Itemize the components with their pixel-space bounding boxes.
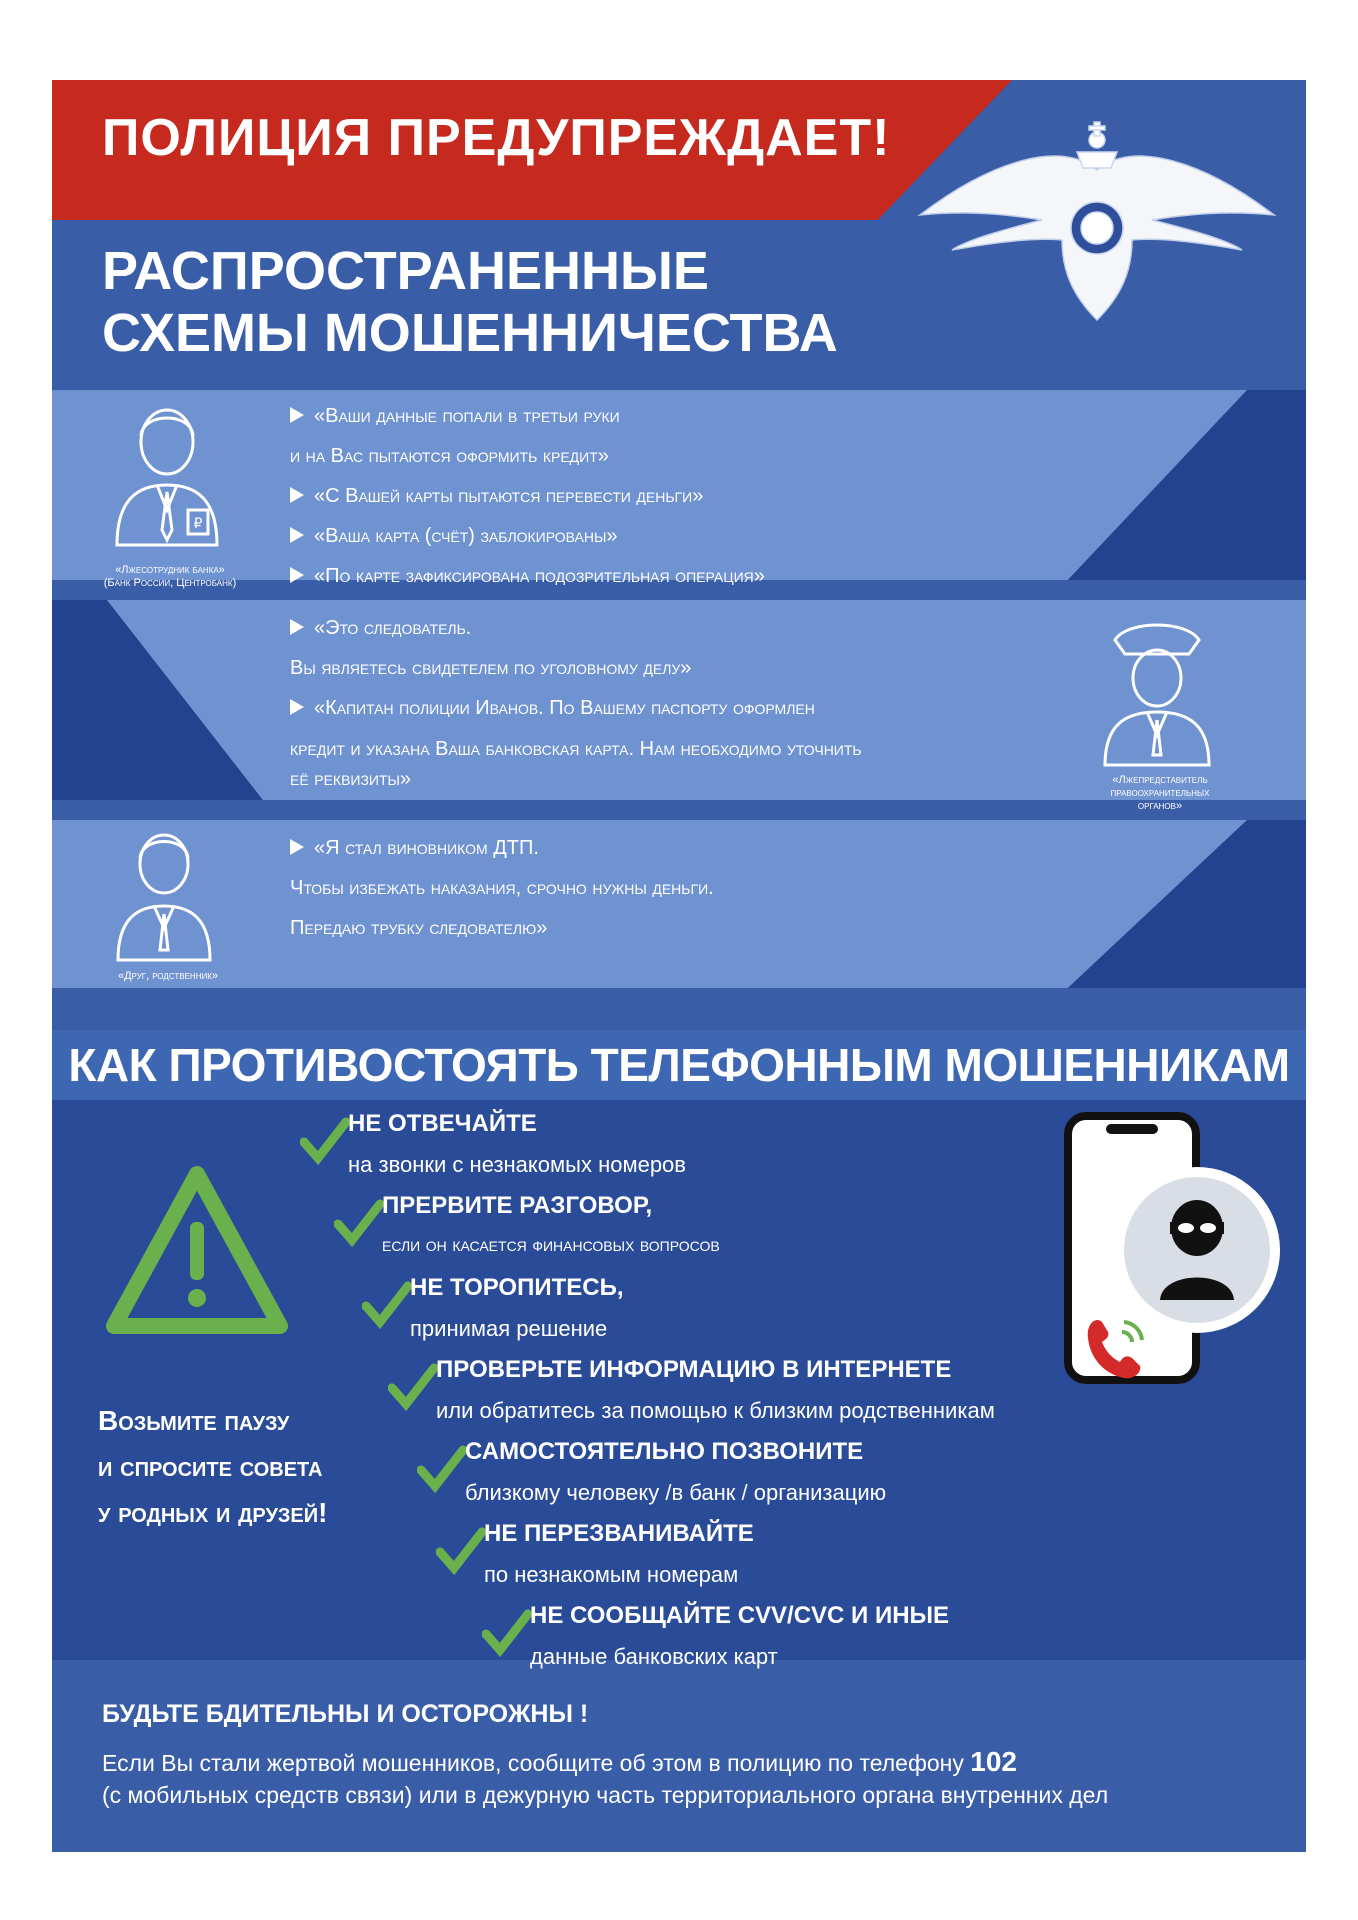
scheme-3-caption: «Друг, родственник» (117, 970, 219, 982)
warning-triangle-icon (102, 1160, 292, 1340)
scheme-line: её реквизиты» (290, 768, 412, 790)
bank-employee-icon (112, 400, 222, 550)
scheme-line: Передаю трубку следователю» (290, 917, 548, 939)
page-title (102, 240, 838, 364)
title-line-1: РАСПРОСТРАНЕННЫЕ (102, 241, 709, 301)
phone-fraudster-icon (1062, 1110, 1282, 1390)
footer-line-1: Если Вы стали жертвой мошенников, сообщите об этом в полицию по телефону 102 (102, 1746, 1017, 1777)
police-emblem-icon (912, 100, 1282, 330)
scheme-1-caption: «Лжесотрудник банка» (Банк России, Центробанк) (103, 564, 237, 589)
scheme-line: кредит и указана Ваша банковская карта. Нам необходимо уточнить (290, 738, 862, 760)
scheme-line: «Это следователь. (290, 608, 862, 648)
checkmark-icon (417, 1444, 467, 1494)
checkmark-icon (300, 1116, 350, 1166)
footer-title: БУДЬТЕ БДИТЕЛЬНЫ И ОСТОРОЖНЫ ! (102, 1700, 589, 1728)
scheme-line: «Капитан полиции Иванов. По Вашему паспорту оформлен (290, 688, 862, 728)
title-line-2: СХЕМЫ МОШЕННИЧЕСТВА (102, 303, 838, 363)
scheme-line: Чтобы избежать наказания, срочно нужны деньги. (290, 877, 714, 899)
police-officer-icon (1097, 620, 1217, 770)
footer-line-2: (с мобильных средств связи) или в дежурную часть территориального органа внутренних дел (102, 1782, 1109, 1808)
police-phone-number: 102 (970, 1746, 1017, 1777)
scheme-3-text (290, 828, 714, 948)
footer (52, 1680, 1306, 1852)
svg-text:₽: ₽ (193, 516, 203, 532)
scheme-line: «Я стал виновником ДТП. (290, 828, 714, 868)
scheme-2-caption: «Лжепредставитель правоохранительных органов» (1110, 774, 1210, 812)
scheme-line: Вы являетесь свидетелем по уголовному делу» (290, 657, 692, 679)
pause-advice: Возьмите паузу и спросите совета у родных и друзей! (98, 1405, 328, 1528)
poster: ПОЛИЦИЯ ПРЕДУПРЕЖДАЕТ! РАСПРОСТРАНЕННЫЕ СХЕМЫ МОШЕННИЧЕСТВА ₽ «Лжесотрудник банка» (Банк России, Центробанк) «Ваши данные попали в третьи руки и на Вас пытаются оформить кредит» «С Вашей карты пытаются перевести деньги» «Ваша карта (счёт) заблокированы» «По карте зафиксирована подозрительная операция» «Это следователь. Вы являетесь свидетелем по уголовному делу» «Капитан полиции Иванов. По Вашему паспорту оформлен кредит и указана Ваша банковская карта. Нам необходимо уточнить её реквизиты» «Лжепредставитель правоохранительных органов» «Друг, родственник» «Я стал виновником ДТП. Чтобы избежать наказания, срочно нужны деньги. Передаю трубку следователю» КАК ПРОТИВОСТОЯТЬ ТЕЛЕФОННЫМ МОШЕННИКАМ Возьмите паузу и спросите совета у родных и друзей! НЕ ОТВЕЧАЙТЕ на звонки с незнакомых номеров ПРЕРВИТЕ РАЗГОВОР, если он касается финансовых вопросов НЕ ТОРОПИТЕСЬ, принимая решение ПРОВЕРЬТЕ ИНФОРМАЦИЮ В ИНТЕРНЕТЕ или обратитесь за помощью к близким родственникам САМОСТОЯТЕЛЬНО ПОЗВОНИТЕ близкому человеку /в банк / организацию НЕ ПЕРЕЗВАНИВАЙТЕ по незнакомым номерам НЕ СООБЩАЙТЕ CVV/CVC И ИНЫЕ данные банковских карт БУДЬТЕ БДИТЕЛЬНЫ И ОСТОРОЖНЫ ! Если Вы стали жертвой мошенников, сообщите об этом в полицию по телефону 102 (с мобильных средств связи) или в дежурную часть территориального органа внутренних дел (52, 80, 1306, 1852)
scheme-line: «Ваша карта (счёт) заблокированы» (290, 516, 765, 556)
checkmark-icon (362, 1280, 412, 1330)
checkmark-icon (334, 1198, 384, 1248)
scheme-line: «С Вашей карты пытаются перевести деньги» (290, 476, 765, 516)
scheme-line: «Ваши данные попали в третьи руки (290, 396, 765, 436)
scheme-2-text (290, 608, 862, 794)
checkmark-icon (436, 1526, 486, 1576)
checkmark-icon (388, 1362, 438, 1412)
checkmark-icon (482, 1608, 532, 1658)
relative-friend-icon (114, 828, 214, 963)
scheme-line: и на Вас пытаются оформить кредит» (290, 445, 609, 467)
scheme-1-text (290, 396, 765, 596)
how-to-resist-title: КАК ПРОТИВОСТОЯТЬ ТЕЛЕФОННЫМ МОШЕННИКАМ (52, 1030, 1306, 1100)
banner-title: ПОЛИЦИЯ ПРЕДУПРЕЖДАЕТ! (102, 109, 891, 167)
scheme-line: «По карте зафиксирована подозрительная операция» (290, 556, 765, 596)
